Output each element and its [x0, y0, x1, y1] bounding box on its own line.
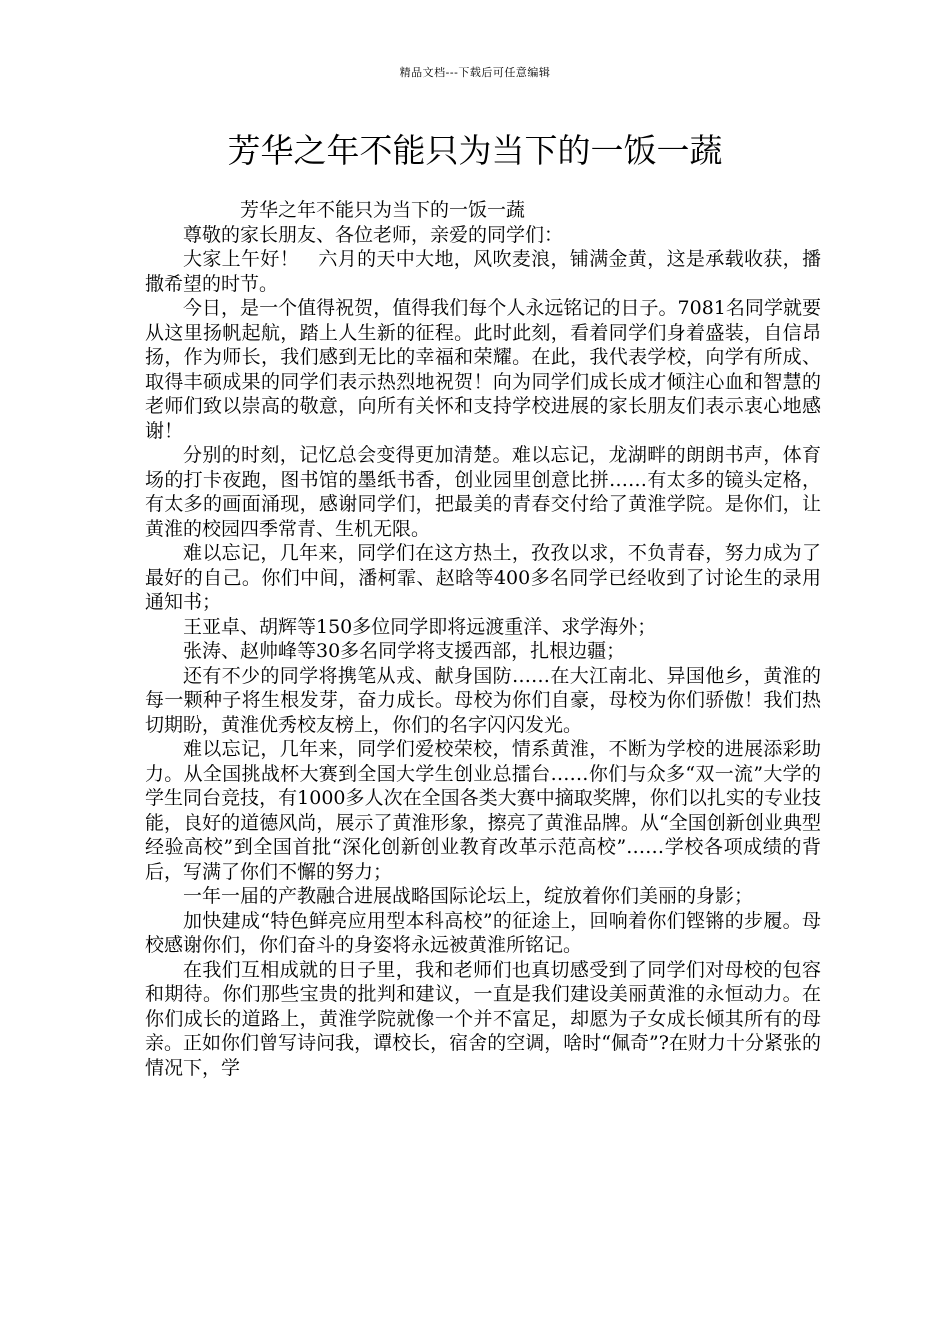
paragraph: 一年一届的产教融合进展战略国际论坛上，绽放着你们美丽的身影；: [183, 885, 754, 907]
document-body: [145, 198, 821, 1080]
paragraph: 分别的时刻，记忆总会变得更加清楚。难以忘记，龙湖畔的朗朗书声，体育场的打卡夜跑，图书馆的墨纸书香，创业园里创意比拼……有太多的镜头定格，有太多的画面涌现，感谢同学们，把最美的青春交付给了黄淮学院。是你们，让黄淮的校园四季常青、生机无限。: [145, 444, 821, 540]
paragraph: 难以忘记，几年来，同学们在这方热土，孜孜以求，不负青春，努力成为了最好的自己。你们中间，潘柯霏、赵晗等400多名同学已经收到了讨论生的录用通知书；: [145, 542, 821, 613]
paragraph: 在我们互相成就的日子里，我和老师们也真切感受到了同学们对母校的包容和期待。你们那些宝贵的批判和建议，一直是我们建设美丽黄淮的永恒动力。在你们成长的道路上，黄淮学院就像一个并不富足，却愿为子女成长倾其所有的母亲。正如你们曾写诗问我，谭校长，宿舍的空调，啥时“佩奇”?在财力十分紧张的情况下，学: [145, 958, 821, 1079]
body-subtitle: 芳华之年不能只为当下的一饭一蔬: [240, 199, 526, 221]
paragraph: 今日，是一个值得祝贺，值得我们每个人永远铭记的日子。7081名同学就要从这里扬帆起航，踏上人生新的征程。此时此刻，看着同学们身着盛装，自信昂扬，作为师长，我们感到无比的幸福和荣耀。在此，我代表学校，向学有所成、取得丰硕成果的同学们表示热烈地祝贺！向为同学们成长成才倾注心血和智慧的老师们致以崇高的敬意，向所有关怀和支持学校进展的家长朋友们表示衷心地感谢！: [145, 297, 821, 442]
paragraph: 大家上午好！ 六月的天中大地，风吹麦浪，铺满金黄，这是承载收获，播撒希望的时节。: [145, 248, 821, 295]
document-title: 芳华之年不能只为当下的一饭一蔬: [227, 131, 723, 170]
salutation: 尊敬的家长朋友、各位老师，亲爱的同学们：: [183, 223, 564, 246]
paragraph: 加快建成“特色鲜亮应用型本科高校”的征途上，回响着你们铿锵的步履。母校感谢你们，你们奋斗的身姿将永远被黄淮所铭记。: [145, 909, 821, 956]
paragraph: 难以忘记，几年来，同学们爱校荣校，情系黄淮，不断为学校的进展添彩助力。从全国挑战杯大赛到全国大学生创业总擂台……你们与众多“双一流”大学的学生同台竞技，有1000多人次在全国各类大赛中摘取奖牌，你们以扎实的专业技能，良好的道德风尚，展示了黄淮形象，擦亮了黄淮品牌。从“全国创新创业典型经验高校”到全国首批“深化创新创业教育改革示范高校”……学校各项成绩的背后，写满了你们不懈的努力；: [145, 738, 821, 883]
paragraph: 王亚卓、胡辉等150多位同学即将远渡重洋、求学海外；: [183, 615, 657, 638]
paragraph: 还有不少的同学将携笔从戎、献身国防……在大江南北、异国他乡，黄淮的每一颗种子将生根发芽，奋力成长。母校为你们自豪，母校为你们骄傲！我们热切期盼，黄淮优秀校友榜上，你们的名字闪闪发光。: [145, 664, 821, 736]
header-note: 精品文档---下载后可任意编辑: [399, 66, 551, 79]
paragraph: 张涛、赵帅峰等30多名同学将支援西部，扎根边疆；: [183, 640, 626, 662]
